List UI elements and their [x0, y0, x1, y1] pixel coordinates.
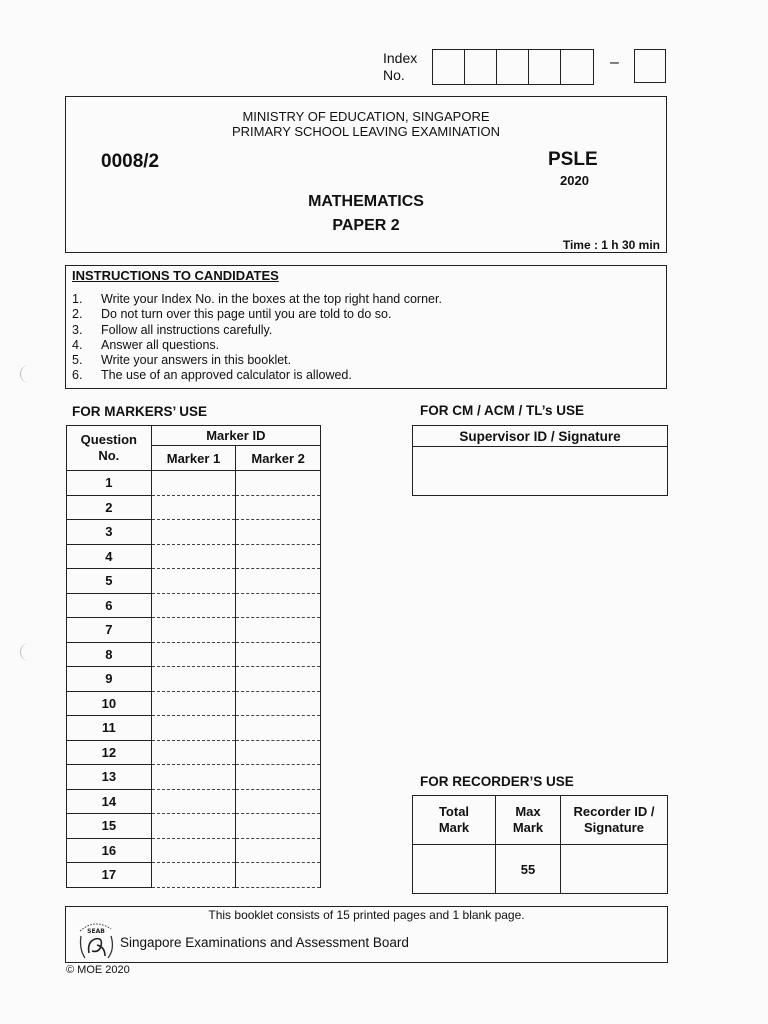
marker-row — [67, 544, 321, 569]
marker1-cell[interactable] — [151, 471, 236, 496]
instruction-item: 2. Do not turn over this page until you are told to do so. — [72, 307, 392, 322]
exam-year: 2020 — [560, 173, 589, 188]
recorder-signature-cell[interactable] — [561, 845, 668, 894]
marker1-cell[interactable] — [151, 495, 236, 520]
instruction-item: 6. The use of an approved calculator is allowed. — [72, 368, 352, 383]
paper-code: 0008/2 — [101, 151, 160, 172]
supervisor-header: Supervisor ID / Signature — [413, 426, 668, 447]
marker2-cell[interactable] — [236, 667, 321, 692]
marker2-cell[interactable] — [236, 814, 321, 839]
marker-row — [67, 667, 321, 692]
marker1-cell[interactable] — [151, 814, 236, 839]
recorder-table — [412, 795, 668, 894]
marker1-cell[interactable] — [151, 544, 236, 569]
marker1-cell[interactable] — [151, 642, 236, 667]
index-digit-box[interactable] — [433, 50, 465, 84]
index-digit-box[interactable] — [561, 50, 593, 84]
question-number: 1 — [67, 471, 152, 496]
marker-row — [67, 863, 321, 888]
marker1-cell[interactable] — [151, 716, 236, 741]
booklet-note: This booklet consists of 15 printed pages and 1 blank page. — [208, 908, 525, 922]
total-mark-header: Total Mark — [413, 796, 496, 845]
recorder-heading: FOR RECORDER’S USE — [420, 774, 574, 789]
marker2-cell[interactable] — [236, 765, 321, 790]
exam-name: PRIMARY SCHOOL LEAVING EXAMINATION — [231, 124, 500, 139]
marker-row — [67, 520, 321, 545]
supervisor-table — [412, 425, 668, 496]
question-no-header: Question No. — [67, 426, 152, 471]
marker1-cell[interactable] — [151, 691, 236, 716]
marker2-cell[interactable] — [236, 471, 321, 496]
marker-row — [67, 716, 321, 741]
marker2-cell[interactable] — [236, 520, 321, 545]
marker2-cell[interactable] — [236, 618, 321, 643]
subject-title: MATHEMATICS — [308, 193, 424, 210]
marker-rows — [67, 471, 321, 888]
exam-short-name: PSLE — [548, 149, 598, 170]
marker2-cell[interactable] — [236, 789, 321, 814]
marker1-cell[interactable] — [151, 789, 236, 814]
marker2-cell[interactable] — [236, 642, 321, 667]
marker1-cell[interactable] — [151, 765, 236, 790]
question-number: 7 — [67, 618, 152, 643]
marker1-cell[interactable] — [151, 838, 236, 863]
index-label-line1: Index — [383, 50, 418, 66]
paper-number: PAPER 2 — [332, 217, 400, 234]
instruction-item: 1. Write your Index No. in the boxes at the top right hand corner. — [72, 292, 442, 306]
marker2-cell[interactable] — [236, 544, 321, 569]
supervisor-heading: FOR CM / ACM / TL’s USE — [420, 403, 585, 418]
instructions-title: INSTRUCTIONS TO CANDIDATES — [72, 268, 279, 283]
marker2-cell[interactable] — [236, 863, 321, 888]
index-digit-box[interactable] — [497, 50, 529, 84]
ministry-name: MINISTRY OF EDUCATION, SINGAPORE — [242, 109, 490, 124]
index-number-boxes — [432, 49, 594, 85]
markers-heading: FOR MARKERS’ USE — [72, 404, 208, 419]
marker2-cell[interactable] — [236, 740, 321, 765]
marker-row — [67, 814, 321, 839]
question-number: 14 — [67, 789, 152, 814]
question-number: 10 — [67, 691, 152, 716]
marker-row — [67, 471, 321, 496]
instruction-item: 3. Follow all instructions carefully. — [72, 322, 273, 337]
question-number: 4 — [67, 544, 152, 569]
marker-row — [67, 765, 321, 790]
max-mark-header: Max Mark — [496, 796, 561, 845]
binding-mark — [20, 365, 31, 383]
question-number: 3 — [67, 520, 152, 545]
index-class-box[interactable] — [634, 49, 666, 83]
total-mark-cell[interactable] — [413, 845, 496, 894]
seab-logo-text: SEAB — [87, 928, 105, 935]
question-number: 2 — [67, 495, 152, 520]
question-number: 12 — [67, 740, 152, 765]
seab-logo-icon — [75, 917, 117, 961]
instruction-item: 5. Write your answers in this booklet. — [72, 353, 292, 368]
marker-row — [67, 789, 321, 814]
marker-row — [67, 495, 321, 520]
question-number: 6 — [67, 593, 152, 618]
board-name: Singapore Examinations and Assessment Board — [120, 935, 409, 950]
index-label — [383, 50, 417, 84]
marker2-cell[interactable] — [236, 569, 321, 594]
question-number: 5 — [67, 569, 152, 594]
question-number: 15 — [67, 814, 152, 839]
marker-row — [67, 838, 321, 863]
marker2-header: Marker 2 — [236, 446, 321, 471]
question-number: 9 — [67, 667, 152, 692]
supervisor-signature-cell[interactable] — [413, 447, 668, 496]
marker2-cell[interactable] — [236, 838, 321, 863]
marker-row — [67, 593, 321, 618]
marker-row — [67, 691, 321, 716]
marker-id-header: Marker ID — [151, 426, 320, 446]
question-number: 8 — [67, 642, 152, 667]
question-number: 16 — [67, 838, 152, 863]
time-allowed: Time : 1 h 30 min — [562, 238, 660, 252]
marker-row — [67, 569, 321, 594]
marker1-cell[interactable] — [151, 740, 236, 765]
instructions-box — [65, 265, 667, 389]
marker1-cell[interactable] — [151, 618, 236, 643]
copyright: © MOE 2020 — [66, 964, 130, 976]
marker-row — [67, 740, 321, 765]
marker-row — [67, 618, 321, 643]
max-mark-value: 55 — [496, 845, 561, 894]
marker1-cell[interactable] — [151, 863, 236, 888]
exam-header — [65, 96, 667, 253]
index-dash: – — [610, 54, 619, 71]
question-number: 17 — [67, 863, 152, 888]
marker1-cell[interactable] — [151, 520, 236, 545]
marker-row — [67, 642, 321, 667]
marker1-cell[interactable] — [151, 667, 236, 692]
question-number: 11 — [67, 716, 152, 741]
index-digit-box[interactable] — [529, 50, 561, 84]
markers-table — [66, 425, 321, 888]
question-number: 13 — [67, 765, 152, 790]
marker1-cell[interactable] — [151, 569, 236, 594]
index-digit-box[interactable] — [465, 50, 497, 84]
marker2-cell[interactable] — [236, 716, 321, 741]
marker2-cell[interactable] — [236, 495, 321, 520]
instructions-list — [72, 292, 442, 384]
binding-mark — [20, 643, 31, 661]
marker2-cell[interactable] — [236, 691, 321, 716]
instruction-item: 4. Answer all questions. — [72, 337, 220, 352]
marker1-header: Marker 1 — [151, 446, 236, 471]
marker2-cell[interactable] — [236, 593, 321, 618]
footer-box — [65, 906, 668, 963]
index-label-line2: No. — [383, 67, 405, 83]
recorder-id-header: Recorder ID / Signature — [561, 796, 668, 845]
marker1-cell[interactable] — [151, 593, 236, 618]
